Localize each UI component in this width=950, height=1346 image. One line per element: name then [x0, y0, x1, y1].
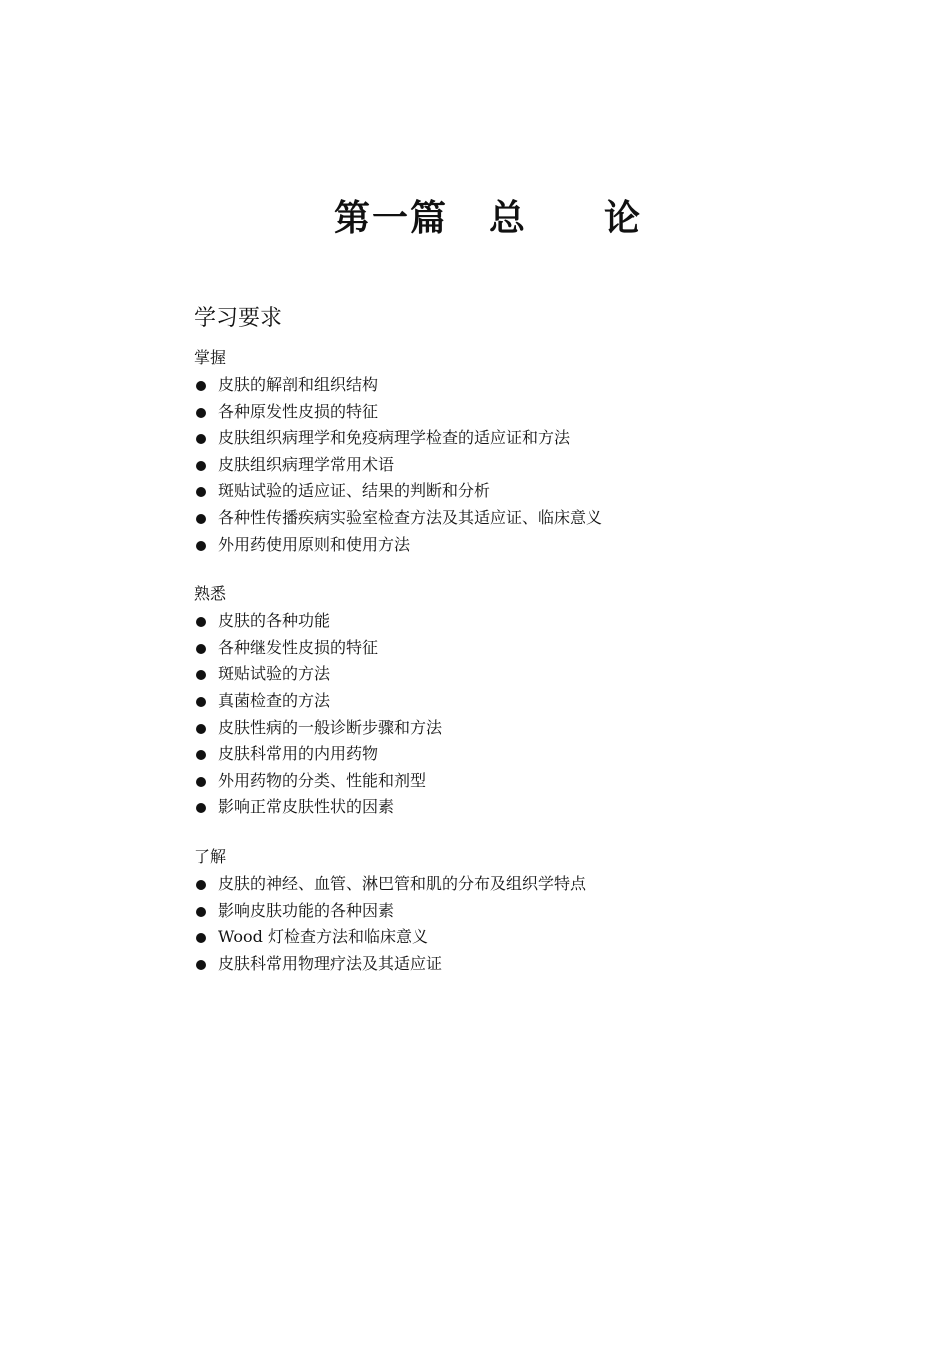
list-item-text: 皮肤科常用的内用药物	[218, 744, 379, 764]
page-title	[334, 196, 654, 240]
list-item-text: 皮肤的解剖和组织结构	[218, 375, 379, 394]
list-item	[194, 768, 754, 795]
list-item-text: 影响正常皮肤性状的因素	[218, 797, 395, 817]
section-heading: 学习要求	[194, 306, 283, 331]
list-item	[194, 794, 754, 821]
bullet-dot-icon	[196, 670, 206, 680]
list-item	[194, 898, 754, 925]
list-item	[194, 924, 754, 951]
bullet-dot-icon	[196, 617, 206, 627]
bullet-dot-icon	[196, 907, 206, 917]
list-item-text: 皮肤组织病理学常用术语	[218, 454, 395, 474]
list-item	[194, 715, 754, 742]
group-title: 掌握	[194, 348, 227, 367]
bullet-list	[194, 372, 754, 558]
group-title: 熟悉	[194, 584, 227, 604]
bullet-dot-icon	[196, 777, 206, 787]
list-item	[194, 478, 754, 505]
page-title-part: 第一篇	[334, 197, 449, 239]
page-title-part: 总	[489, 197, 526, 239]
list-item	[194, 741, 754, 768]
list-item-text: Wood 灯检查方法和临床意义	[218, 927, 428, 947]
list-item-text: 真菌检查的方法	[218, 690, 331, 710]
learning-requirements	[194, 304, 754, 1001]
list-item-text: 各种性传播疾病实验室检查方法及其适应证、临床意义	[218, 507, 603, 527]
bullet-dot-icon	[196, 514, 206, 524]
bullet-dot-icon	[196, 697, 206, 707]
list-item-text: 斑贴试验的适应证、结果的判断和分析	[218, 481, 491, 501]
bullet-dot-icon	[196, 381, 206, 391]
bullet-list	[194, 608, 754, 821]
list-item	[194, 532, 754, 559]
list-item-text: 影响皮肤功能的各种因素	[218, 900, 395, 920]
group-title: 了解	[194, 846, 227, 866]
bullet-dot-icon	[196, 803, 206, 813]
bullet-dot-icon	[196, 487, 206, 497]
list-item	[194, 871, 754, 898]
list-item-text: 外用药使用原则和使用方法	[218, 534, 411, 554]
page-title-part: 论	[604, 197, 641, 239]
list-item-text: 皮肤性病的一般诊断步骤和方法	[218, 717, 443, 737]
list-item	[194, 661, 754, 688]
list-item	[194, 608, 754, 635]
list-item	[194, 399, 754, 426]
bullet-dot-icon	[196, 461, 206, 471]
bullet-list	[194, 871, 754, 977]
list-item	[194, 425, 754, 452]
list-item	[194, 951, 754, 978]
bullet-dot-icon	[196, 434, 206, 444]
bullet-dot-icon	[196, 541, 206, 551]
group-understand	[194, 845, 754, 977]
group-master	[194, 346, 754, 558]
list-item-text: 皮肤科常用物理疗法及其适应证	[218, 953, 443, 973]
list-item	[194, 505, 754, 532]
bullet-dot-icon	[196, 933, 206, 943]
list-item-text: 皮肤的各种功能	[218, 611, 331, 631]
list-item-text: 皮肤组织病理学和免疫病理学检查的适应证和方法	[218, 428, 571, 448]
bullet-dot-icon	[196, 644, 206, 654]
list-item-text: 各种继发性皮损的特征	[218, 637, 379, 657]
bullet-dot-icon	[196, 724, 206, 734]
list-item	[194, 635, 754, 662]
list-item-text: 各种原发性皮损的特征	[218, 401, 379, 421]
list-item-text: 皮肤的神经、血管、淋巴管和肌的分布及组织学特点	[218, 873, 587, 893]
bullet-dot-icon	[196, 750, 206, 760]
list-item	[194, 372, 754, 399]
list-item	[194, 452, 754, 479]
bullet-dot-icon	[196, 960, 206, 970]
list-item	[194, 688, 754, 715]
group-familiar	[194, 582, 754, 821]
list-item-text: 斑贴试验的方法	[218, 664, 331, 684]
list-item-text: 外用药物的分类、性能和剂型	[218, 770, 427, 790]
bullet-dot-icon	[196, 408, 206, 418]
bullet-dot-icon	[196, 880, 206, 890]
